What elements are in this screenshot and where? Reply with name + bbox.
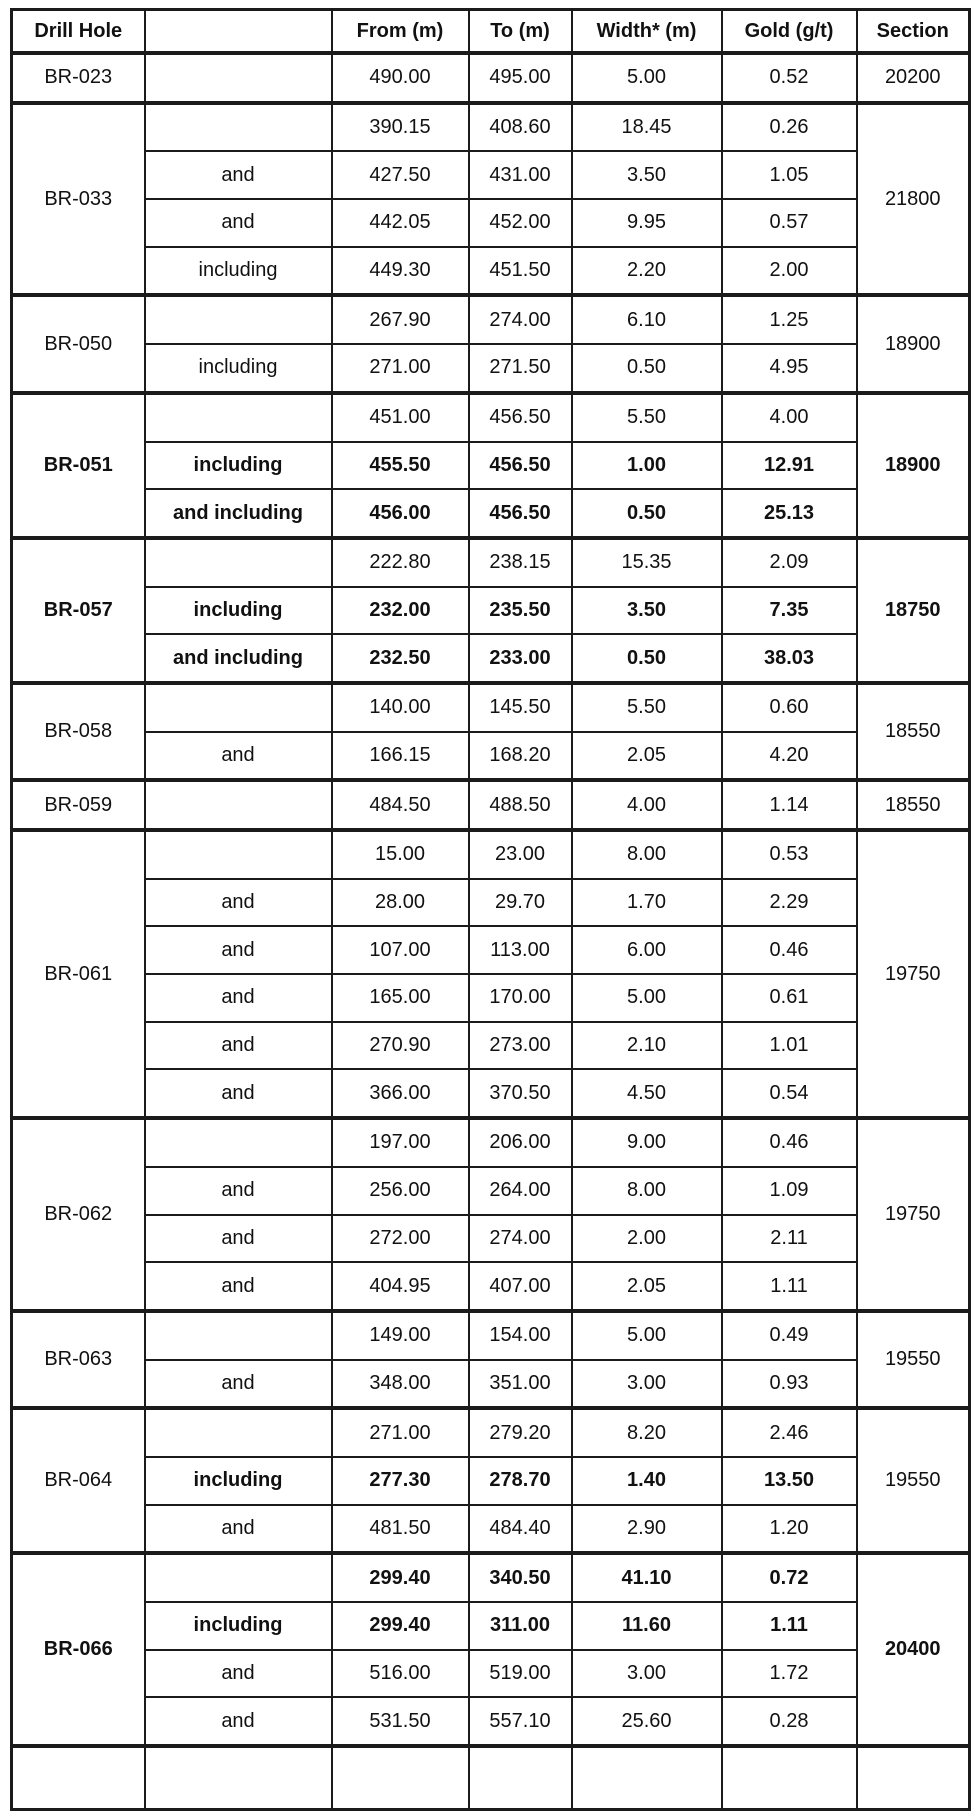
cell-to: 113.00 bbox=[469, 926, 572, 974]
cell-gold: 2.00 bbox=[722, 247, 857, 296]
empty-cell bbox=[332, 1746, 469, 1810]
cell-from: 456.00 bbox=[332, 489, 469, 538]
cell-gold: 1.14 bbox=[722, 780, 857, 830]
table-row bbox=[12, 1602, 970, 1650]
table-row bbox=[12, 1215, 970, 1263]
cell-gold: 2.29 bbox=[722, 879, 857, 927]
cell-to: 170.00 bbox=[469, 974, 572, 1022]
cell-qualifier bbox=[145, 683, 332, 732]
cell-gold: 0.52 bbox=[722, 53, 857, 103]
table-row bbox=[12, 879, 970, 927]
cell-gold: 0.61 bbox=[722, 974, 857, 1022]
cell-from: 107.00 bbox=[332, 926, 469, 974]
cell-qualifier: and bbox=[145, 732, 332, 781]
cell-qualifier bbox=[145, 1408, 332, 1457]
table-row bbox=[12, 830, 970, 879]
cell-section: 18900 bbox=[857, 295, 970, 392]
cell-width: 4.50 bbox=[572, 1069, 722, 1118]
cell-width: 5.50 bbox=[572, 393, 722, 442]
cell-width: 3.00 bbox=[572, 1360, 722, 1409]
table-row bbox=[12, 732, 970, 781]
cell-width: 41.10 bbox=[572, 1553, 722, 1602]
cell-to: 484.40 bbox=[469, 1505, 572, 1554]
cell-drill-hole: BR-057 bbox=[12, 538, 145, 683]
cell-from: 222.80 bbox=[332, 538, 469, 587]
table-row bbox=[12, 1650, 970, 1698]
cell-gold: 1.05 bbox=[722, 151, 857, 199]
cell-from: 28.00 bbox=[332, 879, 469, 927]
cell-gold: 0.60 bbox=[722, 683, 857, 732]
cell-gold: 1.20 bbox=[722, 1505, 857, 1554]
cell-from: 531.50 bbox=[332, 1697, 469, 1746]
column-header: Section bbox=[857, 10, 970, 54]
cell-width: 0.50 bbox=[572, 634, 722, 683]
cell-gold: 4.95 bbox=[722, 344, 857, 393]
cell-gold: 0.53 bbox=[722, 830, 857, 879]
table-row bbox=[12, 1360, 970, 1409]
cell-from: 166.15 bbox=[332, 732, 469, 781]
table-row bbox=[12, 1457, 970, 1505]
cell-to: 456.50 bbox=[469, 442, 572, 490]
cell-gold: 4.00 bbox=[722, 393, 857, 442]
table-row bbox=[12, 1408, 970, 1457]
cell-gold: 0.72 bbox=[722, 1553, 857, 1602]
table-row bbox=[12, 1022, 970, 1070]
cell-to: 264.00 bbox=[469, 1167, 572, 1215]
cell-gold: 2.09 bbox=[722, 538, 857, 587]
cell-from: 270.90 bbox=[332, 1022, 469, 1070]
cell-gold: 1.72 bbox=[722, 1650, 857, 1698]
cell-qualifier: and bbox=[145, 1022, 332, 1070]
cell-to: 557.10 bbox=[469, 1697, 572, 1746]
cell-from: 232.50 bbox=[332, 634, 469, 683]
cell-from: 267.90 bbox=[332, 295, 469, 344]
cell-gold: 0.54 bbox=[722, 1069, 857, 1118]
cell-drill-hole: BR-059 bbox=[12, 780, 145, 830]
cell-drill-hole: BR-063 bbox=[12, 1311, 145, 1408]
cell-from: 197.00 bbox=[332, 1118, 469, 1167]
cell-to: 519.00 bbox=[469, 1650, 572, 1698]
column-header: Width* (m) bbox=[572, 10, 722, 54]
table-row bbox=[12, 780, 970, 830]
cell-width: 5.00 bbox=[572, 974, 722, 1022]
drill-results-table-container bbox=[10, 8, 971, 1811]
table-row bbox=[12, 538, 970, 587]
cell-width: 6.00 bbox=[572, 926, 722, 974]
cell-qualifier: and bbox=[145, 926, 332, 974]
table-body bbox=[12, 53, 970, 1810]
column-header: Gold (g/t) bbox=[722, 10, 857, 54]
table-row bbox=[12, 1311, 970, 1360]
cell-width: 1.70 bbox=[572, 879, 722, 927]
cell-to: 235.50 bbox=[469, 587, 572, 635]
cell-from: 455.50 bbox=[332, 442, 469, 490]
table-row bbox=[12, 1069, 970, 1118]
cell-from: 232.00 bbox=[332, 587, 469, 635]
cell-to: 451.50 bbox=[469, 247, 572, 296]
cell-drill-hole: BR-062 bbox=[12, 1118, 145, 1311]
cell-section: 20400 bbox=[857, 1553, 970, 1746]
table-row bbox=[12, 489, 970, 538]
table-row bbox=[12, 926, 970, 974]
cell-qualifier: and bbox=[145, 151, 332, 199]
drill-results-table bbox=[10, 8, 971, 1811]
cell-qualifier bbox=[145, 1118, 332, 1167]
cell-from: 516.00 bbox=[332, 1650, 469, 1698]
cell-from: 451.00 bbox=[332, 393, 469, 442]
empty-cell bbox=[857, 1746, 970, 1810]
cell-from: 165.00 bbox=[332, 974, 469, 1022]
cell-to: 351.00 bbox=[469, 1360, 572, 1409]
cell-drill-hole: BR-023 bbox=[12, 53, 145, 103]
cell-width: 5.00 bbox=[572, 1311, 722, 1360]
cell-qualifier: and including bbox=[145, 489, 332, 538]
cell-gold: 4.20 bbox=[722, 732, 857, 781]
table-row bbox=[12, 683, 970, 732]
cell-section: 18550 bbox=[857, 683, 970, 780]
cell-qualifier: including bbox=[145, 344, 332, 393]
cell-to: 408.60 bbox=[469, 103, 572, 152]
table-row bbox=[12, 1553, 970, 1602]
cell-width: 2.90 bbox=[572, 1505, 722, 1554]
cell-width: 11.60 bbox=[572, 1602, 722, 1650]
cell-width: 8.00 bbox=[572, 1167, 722, 1215]
cell-width: 3.00 bbox=[572, 1650, 722, 1698]
cell-drill-hole: BR-064 bbox=[12, 1408, 145, 1553]
cell-qualifier: and including bbox=[145, 634, 332, 683]
cell-section: 18900 bbox=[857, 393, 970, 538]
cell-qualifier bbox=[145, 830, 332, 879]
cell-gold: 0.49 bbox=[722, 1311, 857, 1360]
cell-width: 2.10 bbox=[572, 1022, 722, 1070]
cell-gold: 7.35 bbox=[722, 587, 857, 635]
empty-cell bbox=[12, 1746, 145, 1810]
cell-section: 20200 bbox=[857, 53, 970, 103]
cell-width: 8.00 bbox=[572, 830, 722, 879]
cell-section: 21800 bbox=[857, 103, 970, 296]
cell-from: 149.00 bbox=[332, 1311, 469, 1360]
table-row bbox=[12, 634, 970, 683]
cell-drill-hole: BR-051 bbox=[12, 393, 145, 538]
table-row bbox=[12, 199, 970, 247]
cell-to: 233.00 bbox=[469, 634, 572, 683]
cell-from: 299.40 bbox=[332, 1553, 469, 1602]
cell-width: 4.00 bbox=[572, 780, 722, 830]
cell-qualifier bbox=[145, 538, 332, 587]
cell-qualifier: and bbox=[145, 199, 332, 247]
cell-from: 140.00 bbox=[332, 683, 469, 732]
cell-section: 19550 bbox=[857, 1408, 970, 1553]
cell-section: 19750 bbox=[857, 1118, 970, 1311]
cell-to: 168.20 bbox=[469, 732, 572, 781]
empty-cell bbox=[572, 1746, 722, 1810]
empty-cell bbox=[145, 1746, 332, 1810]
table-row bbox=[12, 1167, 970, 1215]
cell-qualifier bbox=[145, 1553, 332, 1602]
cell-width: 2.05 bbox=[572, 1262, 722, 1311]
cell-qualifier: and bbox=[145, 1262, 332, 1311]
cell-to: 273.00 bbox=[469, 1022, 572, 1070]
cell-width: 3.50 bbox=[572, 587, 722, 635]
cell-width: 8.20 bbox=[572, 1408, 722, 1457]
clipped-next-row bbox=[12, 1746, 970, 1810]
cell-section: 19550 bbox=[857, 1311, 970, 1408]
cell-from: 15.00 bbox=[332, 830, 469, 879]
cell-qualifier bbox=[145, 295, 332, 344]
cell-width: 1.00 bbox=[572, 442, 722, 490]
cell-width: 15.35 bbox=[572, 538, 722, 587]
cell-width: 0.50 bbox=[572, 489, 722, 538]
cell-qualifier: including bbox=[145, 1457, 332, 1505]
cell-width: 9.00 bbox=[572, 1118, 722, 1167]
cell-qualifier bbox=[145, 1311, 332, 1360]
cell-to: 311.00 bbox=[469, 1602, 572, 1650]
column-header bbox=[145, 10, 332, 54]
cell-from: 404.95 bbox=[332, 1262, 469, 1311]
cell-qualifier: and bbox=[145, 1505, 332, 1554]
cell-from: 442.05 bbox=[332, 199, 469, 247]
cell-qualifier bbox=[145, 103, 332, 152]
cell-qualifier: and bbox=[145, 1215, 332, 1263]
cell-width: 1.40 bbox=[572, 1457, 722, 1505]
cell-to: 29.70 bbox=[469, 879, 572, 927]
cell-gold: 38.03 bbox=[722, 634, 857, 683]
cell-from: 271.00 bbox=[332, 1408, 469, 1457]
cell-to: 278.70 bbox=[469, 1457, 572, 1505]
cell-drill-hole: BR-033 bbox=[12, 103, 145, 296]
cell-qualifier bbox=[145, 780, 332, 830]
table-row bbox=[12, 442, 970, 490]
table-row bbox=[12, 1262, 970, 1311]
cell-qualifier: including bbox=[145, 247, 332, 296]
cell-to: 274.00 bbox=[469, 295, 572, 344]
cell-from: 366.00 bbox=[332, 1069, 469, 1118]
header-row bbox=[12, 10, 970, 54]
table-row bbox=[12, 344, 970, 393]
cell-gold: 1.01 bbox=[722, 1022, 857, 1070]
table-row bbox=[12, 295, 970, 344]
cell-to: 271.50 bbox=[469, 344, 572, 393]
table-row bbox=[12, 103, 970, 152]
cell-gold: 0.93 bbox=[722, 1360, 857, 1409]
cell-to: 274.00 bbox=[469, 1215, 572, 1263]
cell-qualifier bbox=[145, 393, 332, 442]
column-header: To (m) bbox=[469, 10, 572, 54]
table-header bbox=[12, 10, 970, 54]
cell-width: 5.00 bbox=[572, 53, 722, 103]
cell-gold: 0.46 bbox=[722, 1118, 857, 1167]
cell-from: 271.00 bbox=[332, 344, 469, 393]
cell-width: 2.00 bbox=[572, 1215, 722, 1263]
cell-from: 490.00 bbox=[332, 53, 469, 103]
table-row bbox=[12, 974, 970, 1022]
cell-gold: 0.46 bbox=[722, 926, 857, 974]
cell-drill-hole: BR-050 bbox=[12, 295, 145, 392]
cell-to: 340.50 bbox=[469, 1553, 572, 1602]
cell-gold: 1.25 bbox=[722, 295, 857, 344]
cell-width: 25.60 bbox=[572, 1697, 722, 1746]
cell-width: 6.10 bbox=[572, 295, 722, 344]
cell-from: 348.00 bbox=[332, 1360, 469, 1409]
cell-width: 0.50 bbox=[572, 344, 722, 393]
cell-from: 427.50 bbox=[332, 151, 469, 199]
cell-section: 18750 bbox=[857, 538, 970, 683]
cell-to: 456.50 bbox=[469, 393, 572, 442]
cell-qualifier: and bbox=[145, 1650, 332, 1698]
cell-gold: 2.11 bbox=[722, 1215, 857, 1263]
cell-qualifier: and bbox=[145, 1167, 332, 1215]
cell-qualifier: and bbox=[145, 1069, 332, 1118]
cell-to: 145.50 bbox=[469, 683, 572, 732]
table-row bbox=[12, 587, 970, 635]
cell-to: 370.50 bbox=[469, 1069, 572, 1118]
cell-qualifier: including bbox=[145, 442, 332, 490]
table-row bbox=[12, 53, 970, 103]
table-row bbox=[12, 393, 970, 442]
column-header: From (m) bbox=[332, 10, 469, 54]
cell-to: 206.00 bbox=[469, 1118, 572, 1167]
cell-width: 5.50 bbox=[572, 683, 722, 732]
cell-qualifier: including bbox=[145, 587, 332, 635]
cell-gold: 1.09 bbox=[722, 1167, 857, 1215]
cell-gold: 0.28 bbox=[722, 1697, 857, 1746]
cell-drill-hole: BR-066 bbox=[12, 1553, 145, 1746]
cell-from: 390.15 bbox=[332, 103, 469, 152]
cell-section: 19750 bbox=[857, 830, 970, 1118]
cell-gold: 1.11 bbox=[722, 1602, 857, 1650]
cell-qualifier: and bbox=[145, 974, 332, 1022]
cell-drill-hole: BR-058 bbox=[12, 683, 145, 780]
cell-qualifier: and bbox=[145, 1697, 332, 1746]
cell-to: 456.50 bbox=[469, 489, 572, 538]
cell-from: 299.40 bbox=[332, 1602, 469, 1650]
column-header: Drill Hole bbox=[12, 10, 145, 54]
cell-gold: 0.57 bbox=[722, 199, 857, 247]
cell-gold: 13.50 bbox=[722, 1457, 857, 1505]
table-row bbox=[12, 1697, 970, 1746]
cell-gold: 2.46 bbox=[722, 1408, 857, 1457]
cell-qualifier: and bbox=[145, 1360, 332, 1409]
cell-to: 279.20 bbox=[469, 1408, 572, 1457]
cell-to: 407.00 bbox=[469, 1262, 572, 1311]
cell-from: 484.50 bbox=[332, 780, 469, 830]
cell-from: 449.30 bbox=[332, 247, 469, 296]
cell-to: 495.00 bbox=[469, 53, 572, 103]
cell-to: 23.00 bbox=[469, 830, 572, 879]
empty-cell bbox=[469, 1746, 572, 1810]
cell-to: 431.00 bbox=[469, 151, 572, 199]
cell-width: 2.20 bbox=[572, 247, 722, 296]
cell-gold: 25.13 bbox=[722, 489, 857, 538]
table-row bbox=[12, 1118, 970, 1167]
cell-from: 256.00 bbox=[332, 1167, 469, 1215]
cell-to: 154.00 bbox=[469, 1311, 572, 1360]
cell-from: 277.30 bbox=[332, 1457, 469, 1505]
cell-to: 452.00 bbox=[469, 199, 572, 247]
cell-from: 272.00 bbox=[332, 1215, 469, 1263]
cell-from: 481.50 bbox=[332, 1505, 469, 1554]
cell-width: 3.50 bbox=[572, 151, 722, 199]
cell-gold: 1.11 bbox=[722, 1262, 857, 1311]
cell-to: 488.50 bbox=[469, 780, 572, 830]
cell-drill-hole: BR-061 bbox=[12, 830, 145, 1118]
cell-to: 238.15 bbox=[469, 538, 572, 587]
cell-width: 18.45 bbox=[572, 103, 722, 152]
cell-section: 18550 bbox=[857, 780, 970, 830]
cell-qualifier: and bbox=[145, 879, 332, 927]
table-row bbox=[12, 151, 970, 199]
cell-width: 2.05 bbox=[572, 732, 722, 781]
cell-gold: 12.91 bbox=[722, 442, 857, 490]
table-row bbox=[12, 247, 970, 296]
cell-qualifier bbox=[145, 53, 332, 103]
cell-width: 9.95 bbox=[572, 199, 722, 247]
cell-gold: 0.26 bbox=[722, 103, 857, 152]
empty-cell bbox=[722, 1746, 857, 1810]
table-row bbox=[12, 1505, 970, 1554]
cell-qualifier: including bbox=[145, 1602, 332, 1650]
